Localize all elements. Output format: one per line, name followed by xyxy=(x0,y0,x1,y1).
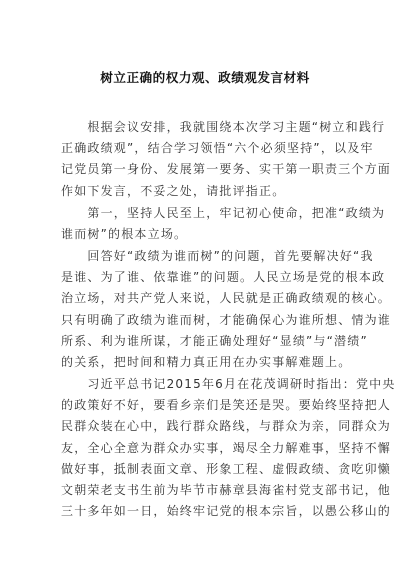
text-line: 做好事，抵制表面文章、形象工程、虚假政绩、贪吃卯懒 xyxy=(61,461,392,476)
text-line: 习近平总书记2015年6月在花茂调研时指出：党中央 xyxy=(61,377,396,391)
text-line: 回答好“政绩为谁而树”的问题，首先要解决好“我 xyxy=(61,249,374,263)
text-line: 第一，坚持人民至上，牢记初心使命，把准“政绩为 xyxy=(61,206,386,220)
text-line: 治立场，对共产党人来说，人民就是正确政绩观的核心。 xyxy=(61,291,392,306)
paragraph-2 xyxy=(61,203,385,245)
text-line: 记党员第一身份、发展第一要务、实干第一职责三个方面 xyxy=(61,162,392,177)
paragraph-4 xyxy=(61,374,396,522)
text-line: 友，全心全意为群众办实事，竭尽全力解难事，坚持不懈 xyxy=(61,440,392,455)
text-line: 所系、利为谁所谋，才能正确处理好“显绩”与“潜绩” xyxy=(61,333,368,348)
text-line: 三十多年如一日，始终牢记党的根本宗旨，以愚公移山的 xyxy=(61,504,392,519)
text-line: 根据会议安排，我就围绕本次学习主题“树立和践行 xyxy=(61,120,386,134)
text-line: 文朝荣老支书生前为毕节市赫章县海雀村党支部书记，他 xyxy=(61,482,392,497)
text-line: 只有明确了政绩为谁而树，才能确保心为谁所想、情为谁 xyxy=(61,312,392,327)
paragraph-1 xyxy=(61,117,391,202)
text-line: 民群众装在心中，践行群众路线，与群众为亲，同群众为 xyxy=(61,419,392,434)
text-line: 的关系，把时间和精力真正用在办实事解难题上。 xyxy=(61,354,352,369)
text-line: 是谁、为了谁、依靠谁”的问题。人民立场是党的根本政 xyxy=(61,270,386,285)
text-line: 正确政绩观”，结合学习领悟“六个必须坚持”，以及牢 xyxy=(61,141,374,156)
document-title: 树立正确的权力观、政绩观发言材料 xyxy=(100,70,310,85)
text-line: 谁而树”的根本立场。 xyxy=(61,227,188,242)
text-line: 的政策好不好，要看乡亲们是笑还是哭。要始终坚持把人 xyxy=(61,398,392,413)
text-line: 作如下发言，不妥之处，请批评指正。 xyxy=(61,183,286,198)
paragraph-3 xyxy=(61,246,391,373)
